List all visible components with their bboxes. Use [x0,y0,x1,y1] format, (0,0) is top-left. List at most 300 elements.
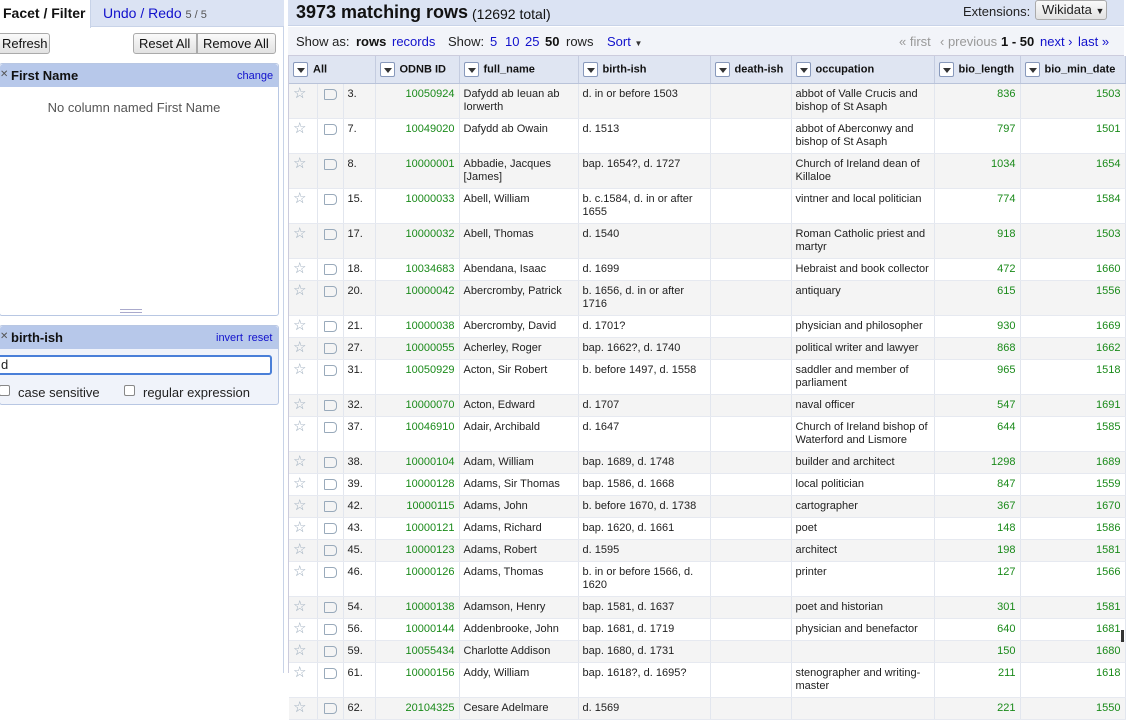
cell-birth-ish[interactable]: b. in or before 1566, d. 1620 [578,561,710,596]
column-menu-icon[interactable] [1025,62,1040,77]
cell-occupation[interactable]: local politician [791,473,934,495]
cell-full-name[interactable]: Abell, William [459,188,578,223]
cell-death-ish[interactable] [710,223,791,258]
column-header-bio-min-date[interactable] [1020,56,1125,83]
cell-bio-min-date[interactable]: 1566 [1020,561,1125,596]
cell-full-name[interactable]: Adams, Richard [459,517,578,539]
cell-occupation[interactable]: abbot of Aberconwy and bishop of St Asaph [791,118,934,153]
cell-birth-ish[interactable]: d. in or before 1503 [578,83,710,118]
cell-bio-min-date[interactable]: 1556 [1020,280,1125,315]
cell-full-name[interactable]: Cesare Adelmare [459,697,578,719]
cell-odnb-id[interactable]: 10034683 [375,258,459,280]
cell-death-ish[interactable] [710,495,791,517]
cell-bio-length[interactable]: 918 [934,223,1020,258]
star-icon[interactable]: ☆ [293,597,307,615]
cell-birth-ish[interactable]: bap. 1662?, d. 1740 [578,337,710,359]
flag-cell [317,258,343,280]
star-cell [289,451,317,473]
cell-odnb-id[interactable]: 10046910 [375,416,459,451]
cell-bio-length[interactable]: 148 [934,517,1020,539]
cell-death-ish[interactable] [710,258,791,280]
records-mode-link[interactable]: records [392,34,436,49]
star-cell [289,188,317,223]
cell-death-ish[interactable] [710,618,791,640]
refresh-button[interactable]: Refresh [0,33,50,54]
scrollbar[interactable] [1121,630,1124,642]
flag-icon[interactable] [324,624,337,635]
cell-occupation[interactable]: vintner and local politician [791,188,934,223]
cell-full-name[interactable]: Adams, Sir Thomas [459,473,578,495]
close-icon[interactable]: ✕ [0,69,9,80]
cell-death-ish[interactable] [710,315,791,337]
flag-icon[interactable] [324,523,337,534]
cell-bio-min-date[interactable]: 1503 [1020,83,1125,118]
star-icon[interactable]: ☆ [293,259,307,277]
cell-full-name[interactable]: Acton, Sir Robert [459,359,578,394]
cell-full-name[interactable]: Abercromby, David [459,315,578,337]
cell-birth-ish[interactable]: b. c.1584, d. in or after 1655 [578,188,710,223]
cell-occupation[interactable]: naval officer [791,394,934,416]
table-row [289,495,1125,517]
cell-bio-length[interactable]: 615 [934,280,1020,315]
cell-death-ish[interactable] [710,473,791,495]
cell-occupation[interactable]: stenographer and writing-master [791,662,934,697]
sort-menu[interactable] [607,34,642,49]
cell-bio-length[interactable]: 797 [934,118,1020,153]
cell-bio-length[interactable]: 847 [934,473,1020,495]
cell-death-ish[interactable] [710,451,791,473]
cell-odnb-id[interactable]: 10000033 [375,188,459,223]
cell-birth-ish[interactable]: bap. 1586, d. 1668 [578,473,710,495]
row-number: 15. [343,188,375,223]
flag-cell [317,359,343,394]
star-icon[interactable]: ☆ [293,281,307,299]
row-number: 31. [343,359,375,394]
row-number: 43. [343,517,375,539]
cell-death-ish[interactable] [710,416,791,451]
cell-bio-min-date[interactable]: 1681 [1020,618,1125,640]
cell-occupation[interactable]: architect [791,539,934,561]
cell-odnb-id[interactable]: 10000126 [375,561,459,596]
tab-undo-label: Undo / Redo [103,5,182,21]
star-icon[interactable]: ☆ [293,496,307,514]
star-icon[interactable]: ☆ [293,417,307,435]
flag-cell [317,473,343,495]
resize-grip-icon[interactable] [120,309,142,313]
page-size-10[interactable]: 10 [505,34,520,49]
flag-icon[interactable] [324,321,337,332]
cell-bio-length[interactable]: 150 [934,640,1020,662]
cell-bio-min-date[interactable]: 1503 [1020,223,1125,258]
flag-icon[interactable] [324,400,337,411]
page-size-25[interactable]: 25 [525,34,540,49]
facet-message: No column named First Name [47,100,221,115]
cell-bio-min-date[interactable]: 1654 [1020,153,1125,188]
cell-bio-length[interactable]: 644 [934,416,1020,451]
cell-bio-length[interactable]: 774 [934,188,1020,223]
cell-birth-ish[interactable]: b. 1656, d. in or after 1716 [578,280,710,315]
cell-birth-ish[interactable]: d. 1701? [578,315,710,337]
star-icon[interactable]: ☆ [293,224,307,242]
cell-birth-ish[interactable]: bap. 1681, d. 1719 [578,618,710,640]
flag-icon[interactable] [324,602,337,613]
cell-odnb-id[interactable]: 10000128 [375,473,459,495]
cell-bio-length[interactable]: 547 [934,394,1020,416]
cell-bio-length[interactable]: 367 [934,495,1020,517]
cell-bio-min-date[interactable]: 1670 [1020,495,1125,517]
left-panel [0,0,284,673]
wikidata-menu-button[interactable] [1035,0,1107,20]
cell-death-ish[interactable] [710,517,791,539]
facet-change-link[interactable]: change [237,70,274,82]
star-icon[interactable]: ☆ [293,641,307,659]
star-icon[interactable]: ☆ [293,395,307,413]
facet-title: First Name [11,68,79,83]
table-row [289,618,1125,640]
star-icon[interactable]: ☆ [293,474,307,492]
cell-occupation[interactable] [791,697,934,719]
cell-birth-ish[interactable]: bap. 1581, d. 1637 [578,596,710,618]
star-icon[interactable]: ☆ [293,619,307,637]
flag-icon[interactable] [324,229,337,240]
cell-occupation[interactable]: printer [791,561,934,596]
column-header-full-name[interactable] [459,56,578,83]
cell-occupation[interactable]: cartographer [791,495,934,517]
cell-death-ish[interactable] [710,118,791,153]
cell-birth-ish[interactable]: d. 1595 [578,539,710,561]
cell-odnb-id[interactable]: 10000055 [375,337,459,359]
column-menu-icon[interactable] [464,62,479,77]
cell-death-ish[interactable] [710,337,791,359]
star-cell [289,416,317,451]
star-cell [289,539,317,561]
star-icon[interactable]: ☆ [293,338,307,356]
flag-cell [317,394,343,416]
flag-icon[interactable] [324,89,337,100]
flag-icon[interactable] [324,703,337,714]
cell-death-ish[interactable] [710,153,791,188]
cell-occupation[interactable]: saddler and member of parliament [791,359,934,394]
cell-full-name[interactable]: Adam, William [459,451,578,473]
star-icon[interactable]: ☆ [293,452,307,470]
flag-icon[interactable] [324,567,337,578]
cell-odnb-id[interactable]: 10049020 [375,118,459,153]
flag-icon[interactable] [324,422,337,433]
cell-full-name[interactable]: Adams, John [459,495,578,517]
cell-odnb-id[interactable]: 10000144 [375,618,459,640]
cell-bio-min-date[interactable]: 1585 [1020,416,1125,451]
cell-death-ish[interactable] [710,640,791,662]
column-menu-icon[interactable] [796,62,811,77]
cell-odnb-id[interactable]: 10000001 [375,153,459,188]
star-cell [289,394,317,416]
cell-full-name[interactable]: Abendana, Isaac [459,258,578,280]
last-page-link[interactable]: last » [1078,34,1110,49]
star-icon[interactable]: ☆ [293,84,307,102]
column-label: occupation [815,63,875,76]
star-icon[interactable]: ☆ [293,189,307,207]
cell-bio-min-date[interactable]: 1586 [1020,517,1125,539]
cell-occupation[interactable] [791,640,934,662]
column-header-odnb-id[interactable] [375,56,459,83]
facet-title: birth-ish [11,330,63,345]
row-number: 32. [343,394,375,416]
tab-undo-redo[interactable] [103,0,207,27]
cell-odnb-id[interactable]: 10000070 [375,394,459,416]
close-icon[interactable]: ✕ [0,331,9,342]
cell-death-ish[interactable] [710,280,791,315]
cell-birth-ish[interactable]: b. before 1497, d. 1558 [578,359,710,394]
column-label: death-ish [734,63,784,76]
tab-facet-filter[interactable]: Facet / Filter [0,0,91,28]
cell-bio-length[interactable]: 640 [934,618,1020,640]
column-header-bio-length[interactable] [934,56,1020,83]
cell-bio-length[interactable]: 221 [934,697,1020,719]
cell-occupation[interactable]: political writer and lawyer [791,337,934,359]
cell-birth-ish[interactable]: d. 1707 [578,394,710,416]
facet-reset-link[interactable]: reset [248,332,273,344]
cell-birth-ish[interactable]: d. 1647 [578,416,710,451]
column-menu-icon[interactable] [715,62,730,77]
cell-bio-length[interactable]: 211 [934,662,1020,697]
row-number: 39. [343,473,375,495]
flag-icon[interactable] [324,365,337,376]
flag-icon[interactable] [324,501,337,512]
column-label: birth-ish [602,63,647,76]
row-number: 46. [343,561,375,596]
cell-odnb-id[interactable]: 10000138 [375,596,459,618]
flag-icon[interactable] [324,124,337,135]
star-icon[interactable]: ☆ [293,698,307,716]
flag-icon[interactable] [324,194,337,205]
cell-bio-min-date[interactable]: 1518 [1020,359,1125,394]
cell-odnb-id[interactable]: 10000121 [375,517,459,539]
cell-bio-length[interactable]: 1298 [934,451,1020,473]
cell-full-name[interactable]: Dafydd ab Ieuan ab Iorwerth [459,83,578,118]
cell-odnb-id[interactable]: 10000032 [375,223,459,258]
cell-death-ish[interactable] [710,394,791,416]
table-row [289,153,1125,188]
cell-bio-min-date[interactable]: 1581 [1020,596,1125,618]
cell-occupation[interactable]: Hebraist and book collector [791,258,934,280]
flag-icon[interactable] [324,457,337,468]
cell-odnb-id[interactable]: 10000115 [375,495,459,517]
row-number: 45. [343,539,375,561]
column-header-all[interactable] [289,56,375,83]
cell-bio-min-date[interactable]: 1584 [1020,188,1125,223]
table-row [289,394,1125,416]
remove-all-button[interactable]: Remove All [197,33,276,54]
flag-icon[interactable] [324,286,337,297]
cell-birth-ish[interactable]: bap. 1618?, d. 1695? [578,662,710,697]
cell-odnb-id[interactable]: 20104325 [375,697,459,719]
cell-birth-ish[interactable]: d. 1569 [578,697,710,719]
star-icon[interactable]: ☆ [293,119,307,137]
cell-odnb-id[interactable]: 10000104 [375,451,459,473]
flag-cell [317,697,343,719]
cell-death-ish[interactable] [710,359,791,394]
flag-cell [317,561,343,596]
cell-bio-min-date[interactable]: 1680 [1020,640,1125,662]
cell-occupation[interactable]: poet and historian [791,596,934,618]
column-menu-icon[interactable] [939,62,954,77]
cell-bio-length[interactable]: 198 [934,539,1020,561]
cell-death-ish[interactable] [710,539,791,561]
column-label: bio_min_date [1044,63,1116,76]
flag-icon[interactable] [324,343,337,354]
reset-all-button[interactable]: Reset All [133,33,197,54]
cell-occupation[interactable]: Church of Ireland bishop of Waterford and Lismore [791,416,934,451]
cell-bio-min-date[interactable]: 1689 [1020,451,1125,473]
text-filter-input[interactable]: d [0,355,272,375]
cell-full-name[interactable]: Adams, Thomas [459,561,578,596]
cell-bio-length[interactable]: 965 [934,359,1020,394]
case-sensitive-checkbox[interactable] [0,385,10,396]
cell-occupation[interactable]: Roman Catholic priest and martyr [791,223,934,258]
cell-full-name[interactable]: Acton, Edward [459,394,578,416]
cell-death-ish[interactable] [710,561,791,596]
star-icon[interactable]: ☆ [293,316,307,334]
cell-bio-length[interactable]: 472 [934,258,1020,280]
star-icon[interactable]: ☆ [293,360,307,378]
cell-bio-min-date[interactable]: 1662 [1020,337,1125,359]
cell-full-name[interactable]: Dafydd ab Owain [459,118,578,153]
cell-occupation[interactable]: poet [791,517,934,539]
cell-death-ish[interactable] [710,662,791,697]
star-cell [289,258,317,280]
row-number: 62. [343,697,375,719]
cell-odnb-id[interactable]: 10000042 [375,280,459,315]
cell-occupation[interactable]: physician and benefactor [791,618,934,640]
cell-full-name[interactable]: Abercromby, Patrick [459,280,578,315]
cell-birth-ish[interactable]: bap. 1620, d. 1661 [578,517,710,539]
column-menu-icon[interactable] [380,62,395,77]
cell-odnb-id[interactable]: 10055434 [375,640,459,662]
cell-death-ish[interactable] [710,83,791,118]
cell-death-ish[interactable] [710,188,791,223]
flag-cell [317,451,343,473]
cell-bio-length[interactable]: 930 [934,315,1020,337]
next-page-link[interactable]: next › [1040,34,1073,49]
star-icon[interactable]: ☆ [293,562,307,580]
cell-death-ish[interactable] [710,596,791,618]
cell-bio-min-date[interactable]: 1660 [1020,258,1125,280]
cell-death-ish[interactable] [710,697,791,719]
star-icon[interactable]: ☆ [293,540,307,558]
cell-full-name[interactable]: Charlotte Addison [459,640,578,662]
column-menu-icon[interactable] [583,62,598,77]
flag-icon[interactable] [324,668,337,679]
row-number: 8. [343,153,375,188]
column-header-occupation[interactable] [791,56,934,83]
cell-occupation[interactable]: antiquary [791,280,934,315]
row-number: 7. [343,118,375,153]
show-label: Show: [448,34,485,49]
table-row [289,662,1125,697]
column-label: full_name [483,63,535,76]
cell-full-name[interactable]: Abell, Thomas [459,223,578,258]
page-size-5[interactable]: 5 [490,34,498,49]
star-icon[interactable]: ☆ [293,518,307,536]
cell-odnb-id[interactable]: 10000123 [375,539,459,561]
wikidata-label: Wikidata [1042,2,1092,17]
cell-bio-min-date[interactable]: 1581 [1020,539,1125,561]
star-cell [289,473,317,495]
star-cell [289,596,317,618]
cell-bio-min-date[interactable]: 1559 [1020,473,1125,495]
cell-birth-ish[interactable]: d. 1540 [578,223,710,258]
header-row [289,56,1125,83]
cell-bio-length[interactable]: 836 [934,83,1020,118]
cell-occupation[interactable]: Church of Ireland dean of Killaloe [791,153,934,188]
regex-checkbox[interactable] [124,385,135,396]
column-header-birth-ish[interactable] [578,56,710,83]
cell-bio-length[interactable]: 1034 [934,153,1020,188]
cell-bio-min-date[interactable]: 1691 [1020,394,1125,416]
flag-icon[interactable] [324,646,337,657]
cell-odnb-id[interactable]: 10000156 [375,662,459,697]
cell-bio-min-date[interactable]: 1669 [1020,315,1125,337]
cell-birth-ish[interactable]: bap. 1680, d. 1731 [578,640,710,662]
cell-bio-min-date[interactable]: 1618 [1020,662,1125,697]
matching-rows-count: 3973 matching rows [296,2,469,22]
cell-full-name[interactable]: Abbadie, Jacques [James] [459,153,578,188]
flag-icon[interactable] [324,479,337,490]
flag-icon[interactable] [324,159,337,170]
show-as-label: Show as: [296,34,350,49]
cell-bio-length[interactable]: 301 [934,596,1020,618]
cell-bio-length[interactable]: 127 [934,561,1020,596]
star-icon[interactable]: ☆ [293,663,307,681]
star-icon[interactable]: ☆ [293,154,307,172]
cell-bio-length[interactable]: 868 [934,337,1020,359]
row-number: 20. [343,280,375,315]
facet-invert-link[interactable]: invert [216,332,243,344]
cell-odnb-id[interactable]: 10000038 [375,315,459,337]
cell-full-name[interactable]: Adamson, Henry [459,596,578,618]
case-sensitive-label: case sensitive [18,385,100,400]
table-body [289,83,1125,719]
cell-birth-ish[interactable]: bap. 1689, d. 1748 [578,451,710,473]
row-number: 54. [343,596,375,618]
column-menu-icon[interactable] [293,62,308,77]
cell-birth-ish[interactable]: bap. 1654?, d. 1727 [578,153,710,188]
cell-birth-ish[interactable]: d. 1513 [578,118,710,153]
flag-cell [317,153,343,188]
cell-bio-min-date[interactable]: 1550 [1020,697,1125,719]
cell-occupation[interactable]: abbot of Valle Crucis and bishop of St Asaph [791,83,934,118]
cell-bio-min-date[interactable]: 1501 [1020,118,1125,153]
flag-cell [317,337,343,359]
cell-full-name[interactable]: Addenbrooke, John [459,618,578,640]
column-header-death-ish[interactable] [710,56,791,83]
cell-occupation[interactable]: physician and philosopher [791,315,934,337]
table-row [289,188,1125,223]
cell-occupation[interactable]: builder and architect [791,451,934,473]
cell-full-name[interactable]: Adair, Archibald [459,416,578,451]
cell-full-name[interactable]: Acherley, Roger [459,337,578,359]
cell-birth-ish[interactable]: b. before 1670, d. 1738 [578,495,710,517]
cell-odnb-id[interactable]: 10050929 [375,359,459,394]
flag-icon[interactable] [324,264,337,275]
cell-full-name[interactable]: Adams, Robert [459,539,578,561]
row-number: 21. [343,315,375,337]
cell-odnb-id[interactable]: 10050924 [375,83,459,118]
star-cell [289,118,317,153]
flag-icon[interactable] [324,545,337,556]
cell-birth-ish[interactable]: d. 1699 [578,258,710,280]
cell-full-name[interactable]: Addy, William [459,662,578,697]
